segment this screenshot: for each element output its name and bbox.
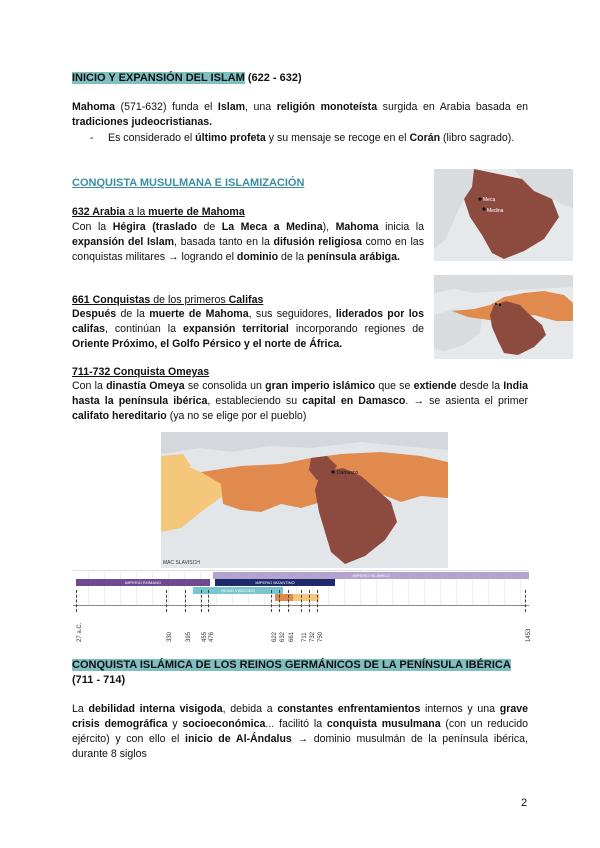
timeline-tick-line: [279, 590, 280, 612]
subhead-711: [72, 365, 209, 380]
timeline-tick-line: [185, 590, 186, 612]
text: y: [167, 718, 183, 730]
timeline-tick-line: [301, 590, 302, 612]
text-bold: último profeta: [195, 132, 266, 144]
timeline-tick-label: 455: [202, 631, 208, 642]
bar-imperio-bizantino: IMPERIO BIZANTINO: [215, 579, 335, 586]
section-title-text: INICIO Y EXPANSIÓN DEL ISLAM: [72, 72, 245, 84]
map-label-medina: Medina: [487, 208, 504, 214]
text: desde la: [456, 380, 504, 392]
text: . → se asienta el primer: [405, 395, 528, 407]
text-bold: Mahoma: [72, 101, 115, 113]
timeline-tick-label: 661: [289, 631, 295, 642]
text-bold: inicio de Al-Ándalus: [185, 733, 292, 745]
paragraph-661: [72, 307, 424, 352]
text-bold: socioeconómica: [182, 718, 266, 730]
text: internos y una: [420, 703, 500, 715]
text: a la: [125, 206, 149, 218]
text-bold: gran imperio islámico: [265, 380, 376, 392]
subhead-632: [72, 205, 245, 220]
timeline-tick-label: 632: [280, 631, 286, 642]
timeline-tick-line: [309, 590, 310, 612]
text-bold: califato hereditario: [72, 410, 167, 422]
text: (con un reducido ejército) y con ello el: [72, 718, 529, 745]
section-title-inicio: [72, 71, 302, 86]
text: ),: [322, 221, 336, 233]
text: Con la: [72, 380, 107, 392]
timeline: [73, 570, 532, 645]
text: (libro sagrado).: [440, 132, 515, 144]
timeline-tick-line: [525, 590, 526, 612]
text: de la: [278, 251, 307, 263]
map-arabia-svg: [434, 169, 573, 261]
bar-conquest-segment-2: [293, 594, 319, 601]
marker-dot: [495, 303, 497, 305]
text: de la: [116, 308, 150, 320]
map-label-meca: Meca: [483, 197, 496, 203]
map-omeyas: [161, 432, 448, 568]
paragraph-632: [72, 220, 424, 265]
map-arabia: [434, 169, 573, 261]
timeline-tick-line: [201, 590, 202, 612]
bar-imperio-romano: IMPERIO ROMANO: [76, 579, 210, 586]
section-title-text: CONQUISTA ISLÁMICA DE LOS REINOS GERMÁNICOS DE LA PENÍNSULA IBÉRICA: [72, 659, 511, 671]
text: (ya no se elige por el pueblo): [166, 410, 307, 422]
text-bold: extiende: [413, 380, 457, 392]
subhead-661: [72, 293, 263, 308]
text: , una: [245, 101, 277, 113]
text: ... facilitó la: [265, 718, 327, 730]
bar-reino-visigodo: REINO VISIGODO: [193, 587, 283, 594]
text: , basada tanto en la: [174, 236, 274, 248]
text: y su mensaje se recoge en el: [265, 132, 410, 144]
timeline-tick-label: 622: [272, 631, 278, 642]
text-bold: dominio: [236, 251, 279, 263]
text-bold: muerte de Mahoma: [148, 206, 245, 218]
text-bold: debilidad interna visigoda: [88, 703, 223, 715]
text: Con la: [72, 221, 113, 233]
page-number: 2: [521, 797, 528, 809]
section-title-dates: (622 - 632): [247, 72, 302, 84]
text-bold: Califas: [228, 294, 264, 306]
section-title-germanicos: [72, 658, 528, 688]
text: , sus seguidores,: [248, 308, 336, 320]
timeline-tick-label: 27 a.C.: [77, 622, 83, 642]
medina-dot: [478, 197, 481, 200]
text: (571-632) funda el: [114, 101, 218, 113]
timeline-tick-label: 476: [209, 631, 215, 642]
timeline-tick-label: 732: [310, 631, 316, 642]
meca-dot: [482, 207, 485, 210]
text-bold: expansión del Islam: [72, 236, 175, 248]
text: se consolida un: [184, 380, 266, 392]
map-omeyas-svg: [161, 432, 448, 568]
text: como en las conquistas militares → logrando el: [72, 236, 424, 263]
bullet-profeta: [108, 131, 528, 146]
timeline-tick-label: 395: [186, 631, 192, 642]
timeline-tick-label: 750: [318, 631, 324, 642]
bar-imperio-islamico: IMPERIO ISLÁMICO: [213, 572, 529, 579]
map-credit: MAC SLAVISCH: [163, 560, 200, 566]
bar-conquest-segment: [275, 594, 293, 601]
text-bold: Hégira (traslado: [112, 221, 197, 233]
text: inicia la: [378, 221, 425, 233]
text: , estableciendo su: [207, 395, 303, 407]
timeline-tick-line: [288, 590, 289, 612]
text-bold: 632 Arabia: [72, 206, 126, 218]
text: de: [196, 221, 222, 233]
text: , debida a: [222, 703, 278, 715]
map-label-damasco: Damasco: [337, 470, 359, 476]
text-bold: grave crisis demográfica: [72, 703, 528, 730]
text-bold: dinastía Omeya: [106, 380, 185, 392]
map-califas: [434, 275, 573, 359]
paragraph-711: [72, 379, 528, 424]
text-bold: constantes enfrentamientos: [277, 703, 421, 715]
text-bold: La Meca a Medina: [221, 221, 323, 233]
timeline-tick-label: 711: [302, 632, 308, 642]
text-bold: capital en Damasco: [302, 395, 406, 407]
marker-dot: [499, 304, 501, 306]
text-bold: Oriente Próximo, el Golfo Pérsico y el norte de África.: [72, 338, 343, 350]
timeline-tick-line: [317, 590, 318, 612]
paragraph-visigoda: [72, 702, 528, 762]
text-bold: India hasta la península ibérica: [72, 380, 528, 407]
timeline-tick-line: [271, 590, 272, 612]
text-bold: Mahoma: [335, 221, 379, 233]
section-title-dates: (711 - 714): [72, 674, 126, 686]
bullet-dash: -: [90, 132, 94, 144]
text-bold: difusión religiosa: [273, 236, 362, 248]
timeline-tick-label: 330: [167, 631, 173, 642]
timeline-tick-line: [208, 590, 209, 612]
text-bold: expansión territorial: [183, 323, 289, 335]
text-bold: Después: [72, 308, 117, 320]
text: que se: [375, 380, 414, 392]
section-title-conquista: CONQUISTA MUSULMANA E ISLAMIZACIÓN: [72, 177, 305, 189]
timeline-tick-line: [166, 590, 167, 612]
text: Es considerado el: [108, 132, 196, 144]
text-bold: península arábiga.: [306, 251, 400, 263]
text-bold: liderados por los califas: [72, 308, 425, 335]
damasco-dot: [331, 470, 334, 473]
text-bold: Islam: [217, 101, 246, 113]
text-bold: Corán: [409, 132, 441, 144]
text-bold: muerte de Mahoma: [149, 308, 249, 320]
text: , continúan la: [104, 323, 183, 335]
text: → dominio musulmán de la península ibérica, durante 8 siglos: [72, 733, 528, 760]
map-califas-svg: [434, 275, 573, 359]
text-bold: religión monoteísta: [276, 101, 378, 113]
text-bold: 711-732 Conquista Omeyas: [72, 366, 210, 378]
text: incorporando regiones de: [288, 323, 424, 335]
timeline-tick-line: [76, 590, 77, 612]
text-bold: tradiciones judeocristianas.: [72, 116, 213, 128]
text: de los primeros: [150, 294, 229, 306]
text: surgida en Arabia basada en: [377, 101, 528, 113]
text: La: [72, 703, 89, 715]
text-bold: conquista musulmana: [326, 718, 441, 730]
paragraph-mahoma: [72, 100, 528, 130]
text-bold: 661 Conquistas: [72, 294, 151, 306]
timeline-tick-label: 1453: [526, 628, 532, 642]
